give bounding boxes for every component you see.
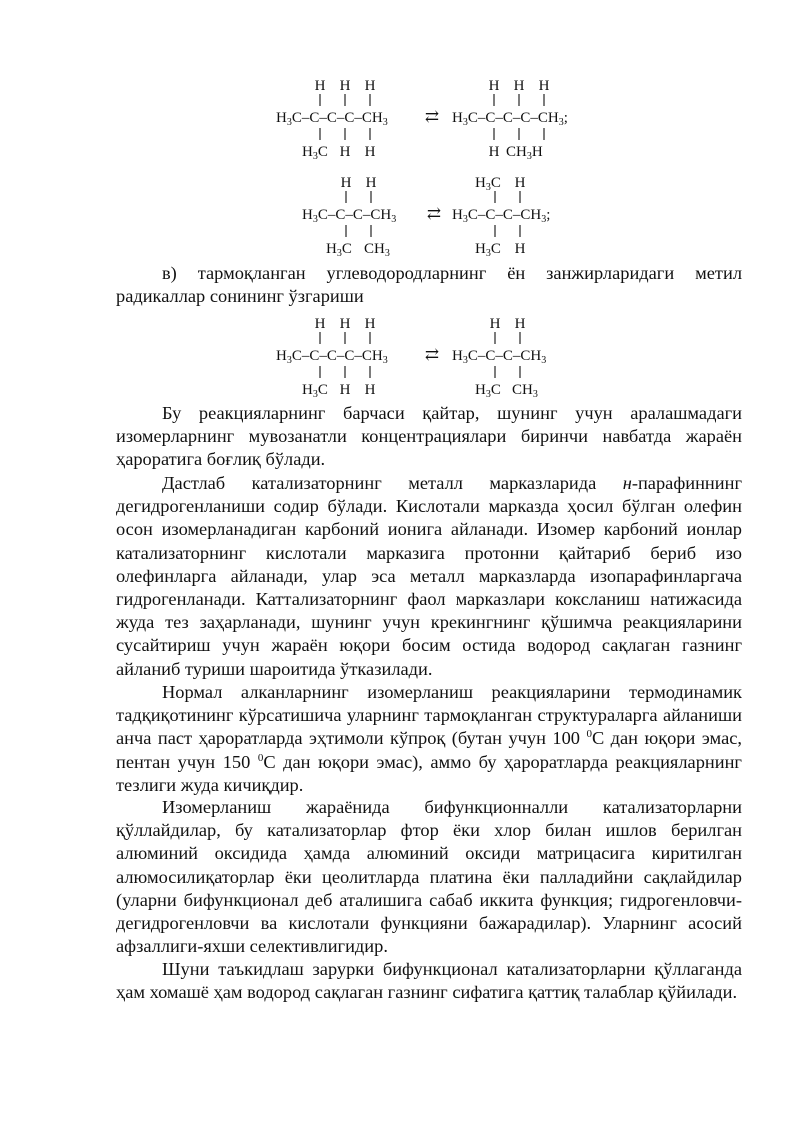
svg-text:H3C–C–C–C–CH3;: $H_3C-C-C-C-CH_3$; xyxy=(452,110,568,128)
paragraph-catalysts: Изомерланиш жараёнида бифункционналли катализаторларни қўллайдилар, бу катализаторлар фтор ёки хлор билан ишлов берилган алюминий оксидида ҳамда алюминий оксиди матрицасига киритилган алюмосилиқаторлар ёки цеолитларда платина ёки палладийни сақлайдилар (уларни бифункционал деб аталишига сабаб иккита функция; гидрогенловчи-дегидрогенловчи ва кислотали функцияни бажарадилар). Уларнинг асосий афзаллиги-яхши селективлигидир. xyxy=(116,797,742,957)
degree-superscript: 0 xyxy=(586,728,592,741)
reaction-2-right-molecule xyxy=(452,175,550,259)
paragraph-requirements: Шуни таъкидлаш зарурки бифункционал катализаторларни қўллаганда ҳам хомашё ҳам водород сақлаган газнинг сифатига қаттиқ талаблар қўйилади. xyxy=(116,959,742,1003)
svg-text:H: H xyxy=(364,316,376,332)
reaction-1-left-molecule xyxy=(276,78,388,162)
svg-text:H3C–C–C–CH3;: $H_3C-C-C-CH_3$; xyxy=(452,207,551,225)
svg-text:H: H xyxy=(514,241,526,257)
svg-text:H: H xyxy=(488,78,500,94)
svg-text:H3C: $H_3C$ xyxy=(475,175,501,193)
svg-text:H: H xyxy=(364,144,376,160)
svg-text:H: H xyxy=(314,316,326,332)
svg-text:H: H xyxy=(339,144,351,160)
svg-text:H: H xyxy=(339,382,351,398)
svg-text:H: H xyxy=(514,316,526,332)
svg-text:H3C: $H_3C$ xyxy=(302,144,328,162)
svg-text:CH3: $CH_3$ xyxy=(512,382,538,400)
svg-text:CH3: $CH_3$ xyxy=(364,241,390,259)
paragraph-thermo-text-c: С дан юқори эмас), аммо бу ҳароратларда реакцияларнинг тезлиги жуда кичиқдир. xyxy=(116,751,742,795)
reaction-1-right-molecule xyxy=(452,78,568,162)
paragraph-thermodynamics xyxy=(116,681,742,797)
paragraph-mechanism-italic-n: н xyxy=(622,473,632,493)
svg-text:H3C–C–C–C–CH3: $H_3C-C-C-C-CH_3$ xyxy=(276,348,388,366)
svg-text:H: H xyxy=(489,316,501,332)
svg-text:H3C: $H_3C$ xyxy=(475,382,501,400)
paragraph-mechanism-text-b: -парафиннинг дегидрогенланиши содир бўлади. Кислотали марказда ҳосил бўлган олефин осон изомерланадиган карбоний ионига айланади. Изомер карбоний ионлар катализаторнинг кислотали марказига протонни қайтариб бериб изо олефинларга айланади, улар эса металл марказларда изопарафинларгача гидрогенланади. Каттализаторнинг фаол марказлари коксланиш натижасида жуда тез заҳарланади, шунинг учун крекингнинг қўшимча реакцияларини сусайтириш учун жараён юқори босим остида водород сақлаган газнинг айланиб туриши шароитида ўтказилади. xyxy=(116,473,742,679)
reaction-3 xyxy=(0,314,800,404)
paragraph-equilibrium: Бу реакцияларнинг барчаси қайтар, шунинг учун аралашмадаги изомерларнинг мувозанатли концентрациялари биринчи навбатда жараён ҳароратига боғлиқ бўлади. xyxy=(116,403,742,470)
svg-text:H3C–C–C–CH3: $H_3C-C-C-CH_3$ xyxy=(452,348,547,366)
svg-text:H: H xyxy=(488,144,500,160)
reaction-arrow: ⇄ xyxy=(424,345,440,364)
paragraph-mechanism xyxy=(116,472,742,681)
svg-text:H: H xyxy=(538,78,550,94)
svg-text:H3C–C–C–CH3: $H_3C-C-C-CH_3$ xyxy=(302,207,397,225)
degree-superscript: 0 xyxy=(257,751,264,764)
svg-text:H3C: $H_3C$ xyxy=(475,241,501,259)
svg-text:H: H xyxy=(513,78,525,94)
svg-text:H: H xyxy=(340,175,352,191)
paragraph-thermo-text-a: Нормал алканларнинг изомерланиш реакцияларини термодинамик тадқиқотининг кўрсатишича уларнинг тармоқланган структураларга айланиши анча паст ҳароратларда эҳтимоли кўпроқ (бутан учун 100 xyxy=(116,682,742,749)
svg-text:H3C: $H_3C$ xyxy=(326,241,352,259)
svg-text:H: H xyxy=(364,382,376,398)
paragraph-thermo-text-b: С дан юқори эмас, пентан учун 150 xyxy=(116,728,742,772)
paragraph-mechanism-text-a: Дастлаб катализаторнинг металл марказларида xyxy=(162,473,623,493)
reaction-arrow: ⇄ xyxy=(424,107,440,126)
svg-text:CH3H: $CH_3H$ xyxy=(506,144,543,162)
reaction-3-right-molecule xyxy=(452,316,546,400)
svg-text:H: H xyxy=(365,175,377,191)
reaction-3-left-molecule xyxy=(276,316,388,400)
svg-text:H3C–C–C–C–CH3: $H_3C-C-C-C-CH_3$ xyxy=(276,110,388,128)
svg-text:H: H xyxy=(314,78,326,94)
reaction-2 xyxy=(0,173,800,263)
paragraph-branching-change: в) тармоқланган углеводородларнинг ён занжирларидаги метил радикаллар сонининг ўзгариши xyxy=(116,263,742,307)
svg-text:H: H xyxy=(339,78,351,94)
reaction-2-left-molecule xyxy=(302,175,396,259)
svg-text:H: H xyxy=(364,78,376,94)
svg-text:H: H xyxy=(339,316,351,332)
svg-text:H3C: $H_3C$ xyxy=(302,382,328,400)
reaction-1 xyxy=(0,76,800,166)
reaction-arrow: ⇄ xyxy=(426,204,442,223)
svg-text:H: H xyxy=(514,175,526,191)
